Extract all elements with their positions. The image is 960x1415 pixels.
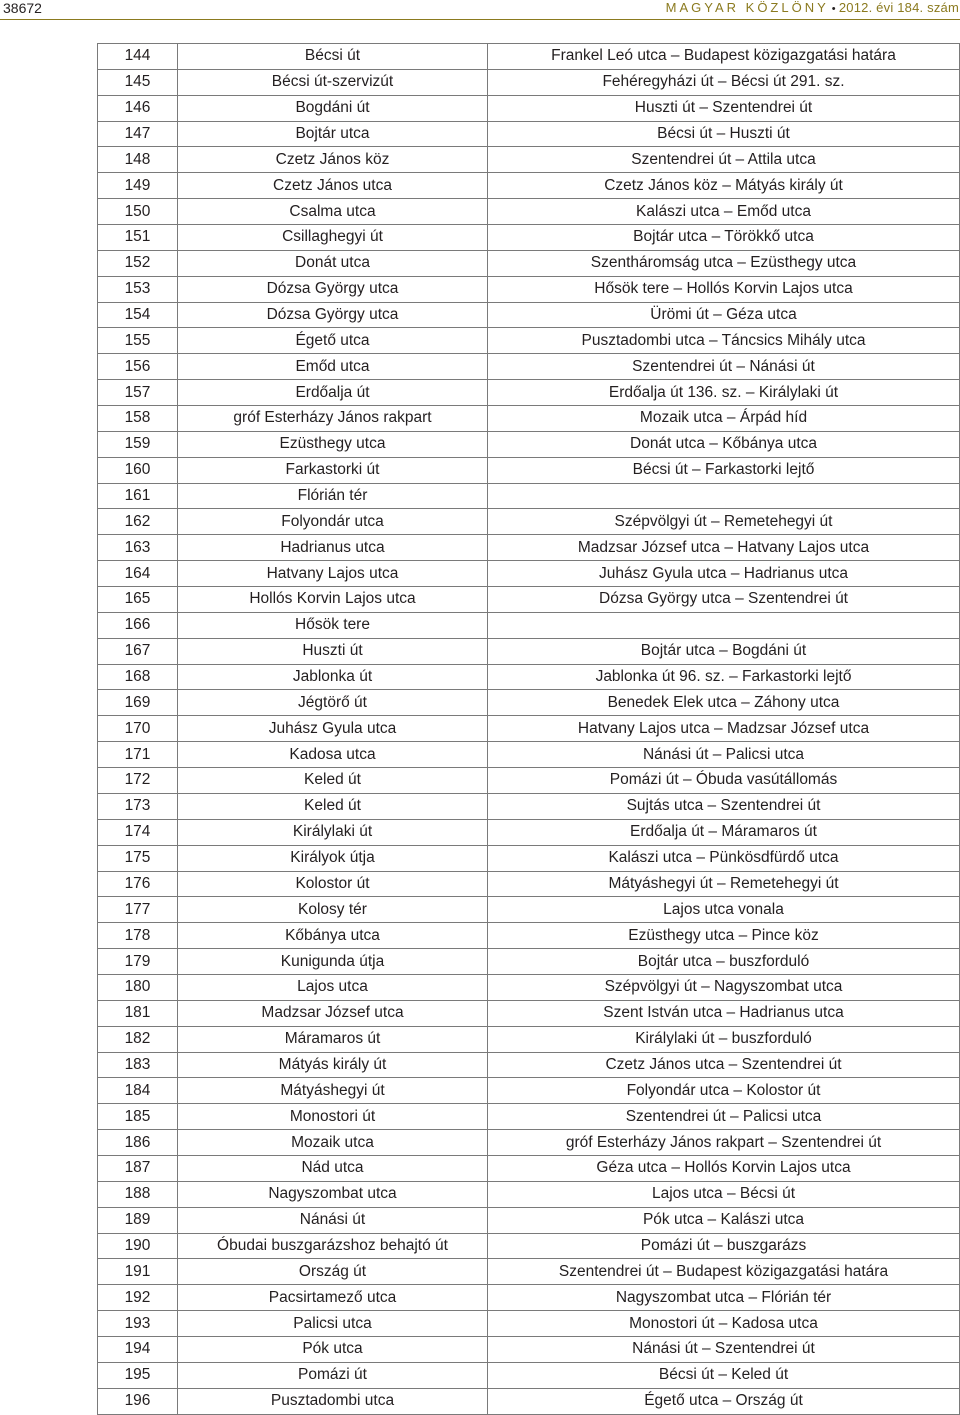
road-section-cell (488, 483, 960, 509)
row-number-cell: 170 (98, 716, 178, 742)
road-section-cell: Kalászi utca – Emőd utca (488, 199, 960, 225)
row-number-cell: 174 (98, 819, 178, 845)
table-row (98, 354, 960, 380)
street-name-cell: Jablonka út (178, 664, 488, 690)
street-name-cell: Erdőalja út (178, 380, 488, 406)
street-name-cell: Csalma utca (178, 199, 488, 225)
street-name-cell: Hősök tere (178, 612, 488, 638)
row-number-cell: 156 (98, 354, 178, 380)
row-number-cell: 146 (98, 95, 178, 121)
road-section-cell: Juhász Gyula utca – Hadrianus utca (488, 561, 960, 587)
street-name-cell: Királyok útja (178, 845, 488, 871)
row-number-cell: 152 (98, 250, 178, 276)
road-section-cell: Madzsar József utca – Hatvany Lajos utca (488, 535, 960, 561)
street-name-cell: Kadosa utca (178, 742, 488, 768)
table-row (98, 1388, 960, 1414)
road-section-cell: Donát utca – Kőbánya utca (488, 431, 960, 457)
street-name-cell: Pacsirtamező utca (178, 1285, 488, 1311)
road-section-cell: Ürömi út – Géza utca (488, 302, 960, 328)
road-section-cell: Nánási út – Palicsi utca (488, 742, 960, 768)
road-section-cell: Monostori út – Kadosa utca (488, 1311, 960, 1337)
row-number-cell: 161 (98, 483, 178, 509)
row-number-cell: 153 (98, 276, 178, 302)
page-header (0, 0, 960, 20)
table-row (98, 147, 960, 173)
road-section-cell: Szépvölgyi út – Nagyszombat utca (488, 974, 960, 1000)
table-row (98, 1362, 960, 1388)
road-section-cell: Frankel Leó utca – Budapest közigazgatási határa (488, 44, 960, 70)
table-row (98, 974, 960, 1000)
street-name-cell: Keled út (178, 793, 488, 819)
row-number-cell: 188 (98, 1181, 178, 1207)
road-section-cell: Szentendrei út – Budapest közigazgatási határa (488, 1259, 960, 1285)
road-section-cell: Erdőalja út 136. sz. – Királylaki út (488, 380, 960, 406)
row-number-cell: 193 (98, 1311, 178, 1337)
street-name-cell: Égető utca (178, 328, 488, 354)
road-section-cell: Kalászi utca – Pünkösdfürdő utca (488, 845, 960, 871)
table-row (98, 1207, 960, 1233)
journal-name: MAGYAR KÖZLÖNY (665, 0, 829, 15)
row-number-cell: 182 (98, 1026, 178, 1052)
road-section-cell: Bojtár utca – Bogdáni út (488, 638, 960, 664)
street-name-cell: Bécsi út-szervizút (178, 69, 488, 95)
road-section-cell: Hatvany Lajos utca – Madzsar József utca (488, 716, 960, 742)
bullet-separator: • (831, 3, 836, 15)
table-row (98, 1336, 960, 1362)
road-section-cell: Dózsa György utca – Szentendrei út (488, 587, 960, 613)
page-number: 38672 (3, 0, 42, 16)
table-row (98, 199, 960, 225)
table-row (98, 535, 960, 561)
road-section-cell: Égető utca – Ország út (488, 1388, 960, 1414)
table-row (98, 742, 960, 768)
road-section-cell: Fehéregyházi út – Bécsi út 291. sz. (488, 69, 960, 95)
street-name-cell: Dózsa György utca (178, 276, 488, 302)
table-row (98, 768, 960, 794)
road-section-cell (488, 612, 960, 638)
table-row (98, 897, 960, 923)
row-number-cell: 158 (98, 406, 178, 432)
row-number-cell: 148 (98, 147, 178, 173)
issue-label: 2012. évi 184. szám (838, 0, 959, 15)
road-section-cell: Czetz János utca – Szentendrei út (488, 1052, 960, 1078)
street-name-cell: Lajos utca (178, 974, 488, 1000)
street-name-cell: Nagyszombat utca (178, 1181, 488, 1207)
table-row (98, 1052, 960, 1078)
street-name-cell: Pusztadombi utca (178, 1388, 488, 1414)
road-section-cell: Bécsi út – Farkastorki lejtő (488, 457, 960, 483)
road-section-cell: Pók utca – Kalászi utca (488, 1207, 960, 1233)
row-number-cell: 190 (98, 1233, 178, 1259)
table-row (98, 664, 960, 690)
street-name-cell: Czetz János utca (178, 173, 488, 199)
table-row (98, 1078, 960, 1104)
row-number-cell: 155 (98, 328, 178, 354)
street-table-body (98, 44, 960, 1415)
table-row (98, 44, 960, 70)
street-name-cell: Pók utca (178, 1336, 488, 1362)
road-section-cell: Bécsi út – Keled út (488, 1362, 960, 1388)
row-number-cell: 157 (98, 380, 178, 406)
row-number-cell: 149 (98, 173, 178, 199)
street-name-cell: Mátyás király út (178, 1052, 488, 1078)
row-number-cell: 173 (98, 793, 178, 819)
row-number-cell: 175 (98, 845, 178, 871)
table-row (98, 949, 960, 975)
row-number-cell: 183 (98, 1052, 178, 1078)
row-number-cell: 162 (98, 509, 178, 535)
street-name-cell: Monostori út (178, 1104, 488, 1130)
road-section-cell: Lajos utca – Bécsi út (488, 1181, 960, 1207)
road-section-cell: Géza utca – Hollós Korvin Lajos utca (488, 1155, 960, 1181)
table-row (98, 483, 960, 509)
row-number-cell: 186 (98, 1130, 178, 1156)
street-table (97, 43, 960, 1415)
table-row (98, 302, 960, 328)
road-section-cell: Mozaik utca – Árpád híd (488, 406, 960, 432)
row-number-cell: 163 (98, 535, 178, 561)
street-name-cell: Máramaros út (178, 1026, 488, 1052)
road-section-cell: Bojtár utca – Törökkő utca (488, 225, 960, 251)
road-section-cell: Nagyszombat utca – Flórián tér (488, 1285, 960, 1311)
row-number-cell: 176 (98, 871, 178, 897)
row-number-cell: 192 (98, 1285, 178, 1311)
street-name-cell: Kunigunda útja (178, 949, 488, 975)
row-number-cell: 195 (98, 1362, 178, 1388)
street-name-cell: Kolostor út (178, 871, 488, 897)
street-name-cell: Dózsa György utca (178, 302, 488, 328)
table-row (98, 638, 960, 664)
road-section-cell: gróf Esterházy János rakpart – Szentendrei út (488, 1130, 960, 1156)
table-row (98, 561, 960, 587)
road-section-cell: Pomázi út – buszgarázs (488, 1233, 960, 1259)
table-row (98, 276, 960, 302)
row-number-cell: 196 (98, 1388, 178, 1414)
street-name-cell: Donát utca (178, 250, 488, 276)
row-number-cell: 187 (98, 1155, 178, 1181)
journal-info (666, 0, 959, 17)
road-section-cell: Folyondár utca – Kolostor út (488, 1078, 960, 1104)
row-number-cell: 159 (98, 431, 178, 457)
table-row (98, 845, 960, 871)
row-number-cell: 166 (98, 612, 178, 638)
table-row (98, 1311, 960, 1337)
road-section-cell: Szépvölgyi út – Remetehegyi út (488, 509, 960, 535)
street-name-cell: Jégtörő út (178, 690, 488, 716)
street-name-cell: Kőbánya utca (178, 923, 488, 949)
street-name-cell: Nád utca (178, 1155, 488, 1181)
row-number-cell: 178 (98, 923, 178, 949)
row-number-cell: 191 (98, 1259, 178, 1285)
row-number-cell: 184 (98, 1078, 178, 1104)
table-row (98, 69, 960, 95)
road-section-cell: Czetz János köz – Mátyás király út (488, 173, 960, 199)
road-section-cell: Pomázi út – Óbuda vasútállomás (488, 768, 960, 794)
street-name-cell: Ország út (178, 1259, 488, 1285)
table-row (98, 1000, 960, 1026)
street-name-cell: gróf Esterházy János rakpart (178, 406, 488, 432)
street-name-cell: Folyondár utca (178, 509, 488, 535)
table-row (98, 225, 960, 251)
row-number-cell: 154 (98, 302, 178, 328)
row-number-cell: 168 (98, 664, 178, 690)
street-name-cell: Csillaghegyi út (178, 225, 488, 251)
row-number-cell: 151 (98, 225, 178, 251)
table-row (98, 587, 960, 613)
row-number-cell: 165 (98, 587, 178, 613)
table-row (98, 871, 960, 897)
row-number-cell: 147 (98, 121, 178, 147)
road-section-cell: Hősök tere – Hollós Korvin Lajos utca (488, 276, 960, 302)
row-number-cell: 177 (98, 897, 178, 923)
row-number-cell: 171 (98, 742, 178, 768)
table-row (98, 406, 960, 432)
table-row (98, 380, 960, 406)
road-section-cell: Pusztadombi utca – Táncsics Mihály utca (488, 328, 960, 354)
road-section-cell: Benedek Elek utca – Záhony utca (488, 690, 960, 716)
row-number-cell: 180 (98, 974, 178, 1000)
street-name-cell: Bogdáni út (178, 95, 488, 121)
road-section-cell: Szentendrei út – Attila utca (488, 147, 960, 173)
table-row (98, 1233, 960, 1259)
row-number-cell: 172 (98, 768, 178, 794)
table-row (98, 509, 960, 535)
road-section-cell: Huszti út – Szentendrei út (488, 95, 960, 121)
road-section-cell: Szentendrei út – Palicsi utca (488, 1104, 960, 1130)
street-name-cell: Hatvany Lajos utca (178, 561, 488, 587)
road-section-cell: Szentháromság utca – Ezüsthegy utca (488, 250, 960, 276)
street-name-cell: Nánási út (178, 1207, 488, 1233)
street-name-cell: Mozaik utca (178, 1130, 488, 1156)
street-name-cell: Hadrianus utca (178, 535, 488, 561)
table-row (98, 457, 960, 483)
table-row (98, 1285, 960, 1311)
street-name-cell: Farkastorki út (178, 457, 488, 483)
street-name-cell: Bécsi út (178, 44, 488, 70)
row-number-cell: 167 (98, 638, 178, 664)
table-row (98, 328, 960, 354)
table-row (98, 431, 960, 457)
street-name-cell: Keled út (178, 768, 488, 794)
row-number-cell: 181 (98, 1000, 178, 1026)
street-name-cell: Czetz János köz (178, 147, 488, 173)
road-section-cell: Ezüsthegy utca – Pince köz (488, 923, 960, 949)
street-name-cell: Emőd utca (178, 354, 488, 380)
road-section-cell: Szent István utca – Hadrianus utca (488, 1000, 960, 1026)
row-number-cell: 150 (98, 199, 178, 225)
street-name-cell: Kolosy tér (178, 897, 488, 923)
road-section-cell: Erdőalja út – Máramaros út (488, 819, 960, 845)
row-number-cell: 179 (98, 949, 178, 975)
table-row (98, 793, 960, 819)
road-section-cell: Királylaki út – buszforduló (488, 1026, 960, 1052)
table-row (98, 1104, 960, 1130)
table-row (98, 612, 960, 638)
road-section-cell: Lajos utca vonala (488, 897, 960, 923)
street-name-cell: Juhász Gyula utca (178, 716, 488, 742)
road-section-cell: Bécsi út – Huszti út (488, 121, 960, 147)
table-row (98, 716, 960, 742)
table-row (98, 819, 960, 845)
table-row (98, 1130, 960, 1156)
table-row (98, 95, 960, 121)
header-rule (0, 19, 960, 20)
row-number-cell: 169 (98, 690, 178, 716)
street-name-cell: Huszti út (178, 638, 488, 664)
row-number-cell: 189 (98, 1207, 178, 1233)
street-name-cell: Bojtár utca (178, 121, 488, 147)
row-number-cell: 160 (98, 457, 178, 483)
row-number-cell: 144 (98, 44, 178, 70)
row-number-cell: 185 (98, 1104, 178, 1130)
road-section-cell: Mátyáshegyi út – Remetehegyi út (488, 871, 960, 897)
table-row (98, 173, 960, 199)
table-row (98, 1155, 960, 1181)
table-row (98, 1181, 960, 1207)
table-row (98, 250, 960, 276)
street-name-cell: Mátyáshegyi út (178, 1078, 488, 1104)
street-name-cell: Palicsi utca (178, 1311, 488, 1337)
street-name-cell: Flórián tér (178, 483, 488, 509)
road-section-cell: Nánási út – Szentendrei út (488, 1336, 960, 1362)
street-name-cell: Királylaki út (178, 819, 488, 845)
street-name-cell: Madzsar József utca (178, 1000, 488, 1026)
table-row (98, 121, 960, 147)
road-section-cell: Sujtás utca – Szentendrei út (488, 793, 960, 819)
row-number-cell: 194 (98, 1336, 178, 1362)
table-row (98, 923, 960, 949)
table-row (98, 1026, 960, 1052)
table-row (98, 690, 960, 716)
road-section-cell: Szentendrei út – Nánási út (488, 354, 960, 380)
road-section-cell: Jablonka út 96. sz. – Farkastorki lejtő (488, 664, 960, 690)
street-name-cell: Óbudai buszgarázshoz behajtó út (178, 1233, 488, 1259)
road-section-cell: Bojtár utca – buszforduló (488, 949, 960, 975)
street-name-cell: Pomázi út (178, 1362, 488, 1388)
street-name-cell: Hollós Korvin Lajos utca (178, 587, 488, 613)
table-row (98, 1259, 960, 1285)
row-number-cell: 164 (98, 561, 178, 587)
street-name-cell: Ezüsthegy utca (178, 431, 488, 457)
row-number-cell: 145 (98, 69, 178, 95)
